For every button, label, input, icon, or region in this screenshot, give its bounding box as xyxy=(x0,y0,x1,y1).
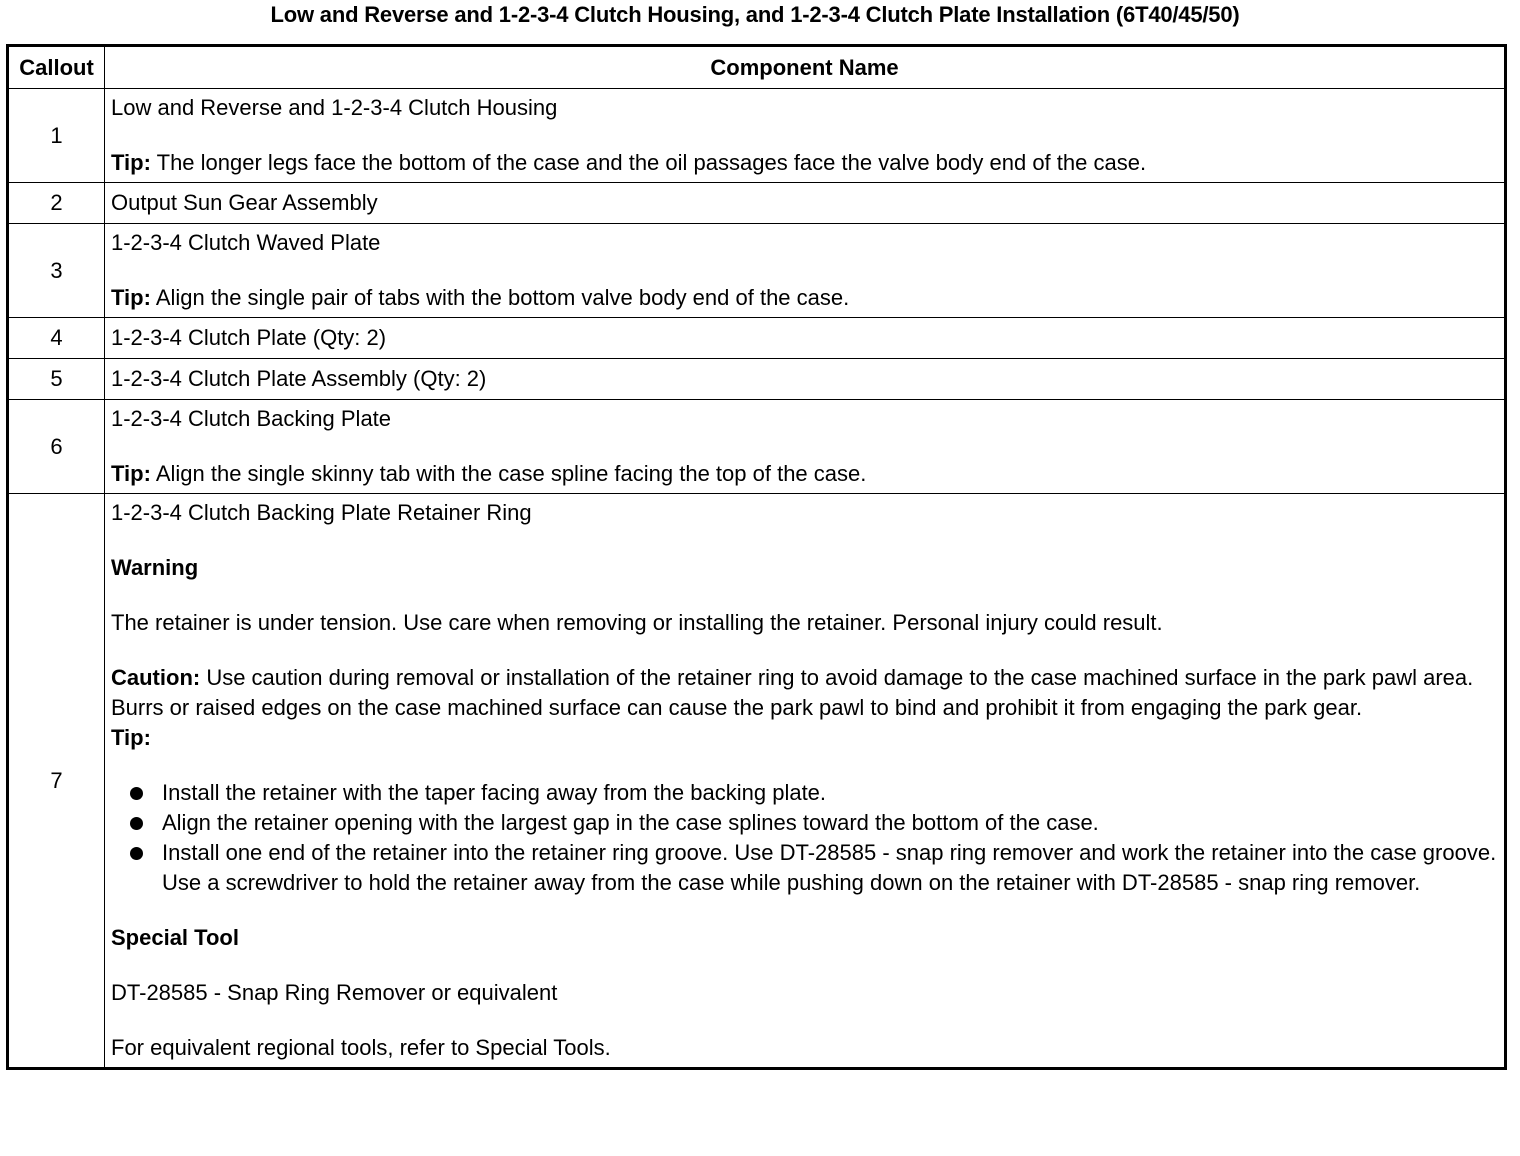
callout-number: 3 xyxy=(8,224,105,318)
component-cell xyxy=(105,89,1506,183)
page-title: Low and Reverse and 1-2-3-4 Clutch Housing, and 1-2-3-4 Clutch Plate Installation (6T40/45/50) xyxy=(270,2,1240,27)
tip-text xyxy=(111,148,1498,178)
warning-text: The retainer is under tension. Use care when removing or installing the retainer. Personal injury could result. xyxy=(111,610,1163,635)
component-cell xyxy=(105,318,1506,359)
callout-number: 4 xyxy=(8,318,105,359)
table-row xyxy=(8,183,1506,224)
bullet-text: Align the retainer opening with the largest gap in the case splines toward the bottom of the case. xyxy=(162,810,1099,835)
list-item xyxy=(111,838,1498,898)
component-cell xyxy=(105,224,1506,318)
table-row xyxy=(8,318,1506,359)
list-item xyxy=(111,778,1498,808)
component-cell xyxy=(105,400,1506,494)
table-row xyxy=(8,224,1506,318)
bullet-dot-icon xyxy=(130,817,143,830)
table-row xyxy=(8,89,1506,183)
component-cell xyxy=(105,359,1506,400)
callout-number: 1 xyxy=(8,89,105,183)
component-name: 1-2-3-4 Clutch Plate (Qty: 2) xyxy=(111,325,387,350)
component-name: Low and Reverse and 1-2-3-4 Clutch Housing xyxy=(111,95,558,120)
component-name: 1-2-3-4 Clutch Waved Plate xyxy=(111,230,381,255)
callout-number: 5 xyxy=(8,359,105,400)
component-name: 1-2-3-4 Clutch Backing Plate Retainer Ring xyxy=(111,500,532,525)
callout-number: 6 xyxy=(8,400,105,494)
callout-number: 7 xyxy=(8,494,105,1069)
tip-text xyxy=(111,283,1498,313)
component-cell xyxy=(105,183,1506,224)
bullet-dot-icon xyxy=(130,787,143,800)
tip-text xyxy=(111,459,1498,489)
table-row xyxy=(8,400,1506,494)
callout-number: 2 xyxy=(8,183,105,224)
caution-label: Caution: xyxy=(111,665,201,690)
bullet-dot-icon xyxy=(130,847,143,860)
component-name: 1-2-3-4 Clutch Plate Assembly (Qty: 2) xyxy=(111,366,487,391)
components-table xyxy=(6,44,1507,1070)
tip-bullet-list xyxy=(111,778,1498,898)
component-cell xyxy=(105,494,1506,1069)
tip-body: Align the single pair of tabs with the bottom valve body end of the case. xyxy=(150,285,850,310)
warning-heading: Warning xyxy=(111,555,199,580)
bullet-text: Install one end of the retainer into the retainer ring groove. Use DT-28585 - snap ring remover and work the retainer into the case groove. Use a screwdriver to hold the retainer away from the case while pushing down on the retainer with DT-28585 - snap ring remover. xyxy=(162,840,1497,895)
tip-label: Tip: xyxy=(111,150,151,175)
component-name: 1-2-3-4 Clutch Backing Plate xyxy=(111,406,392,431)
special-tool-heading: Special Tool xyxy=(111,925,239,950)
caution-body: Use caution during removal or installation of the retainer ring to avoid damage to the case machined surface in the park pawl area. Burrs or raised edges on the case machined surface can cause the park pawl to bind and prohibit it from engaging the park gear. xyxy=(111,665,1474,720)
table-row xyxy=(8,359,1506,400)
component-name: Output Sun Gear Assembly xyxy=(111,190,378,215)
list-item xyxy=(111,808,1498,838)
tip-label: Tip: xyxy=(111,285,151,310)
special-tool-text: DT-28585 - Snap Ring Remover or equivalent xyxy=(111,980,558,1005)
caution-text xyxy=(111,663,1498,723)
regional-tools-note: For equivalent regional tools, refer to Special Tools. xyxy=(111,1035,611,1060)
tip-body: Align the single skinny tab with the case spline facing the top of the case. xyxy=(150,461,867,486)
table-header-row xyxy=(8,46,1506,89)
callout-column-header: Callout xyxy=(8,46,105,89)
component-column-header: Component Name xyxy=(105,46,1506,89)
tip-body: The longer legs face the bottom of the case and the oil passages face the valve body end of the case. xyxy=(150,150,1147,175)
table-row xyxy=(8,494,1506,1069)
bullet-text: Install the retainer with the taper facing away from the backing plate. xyxy=(162,780,827,805)
tip-label: Tip: xyxy=(111,461,151,486)
tip-label: Tip: xyxy=(111,725,151,750)
